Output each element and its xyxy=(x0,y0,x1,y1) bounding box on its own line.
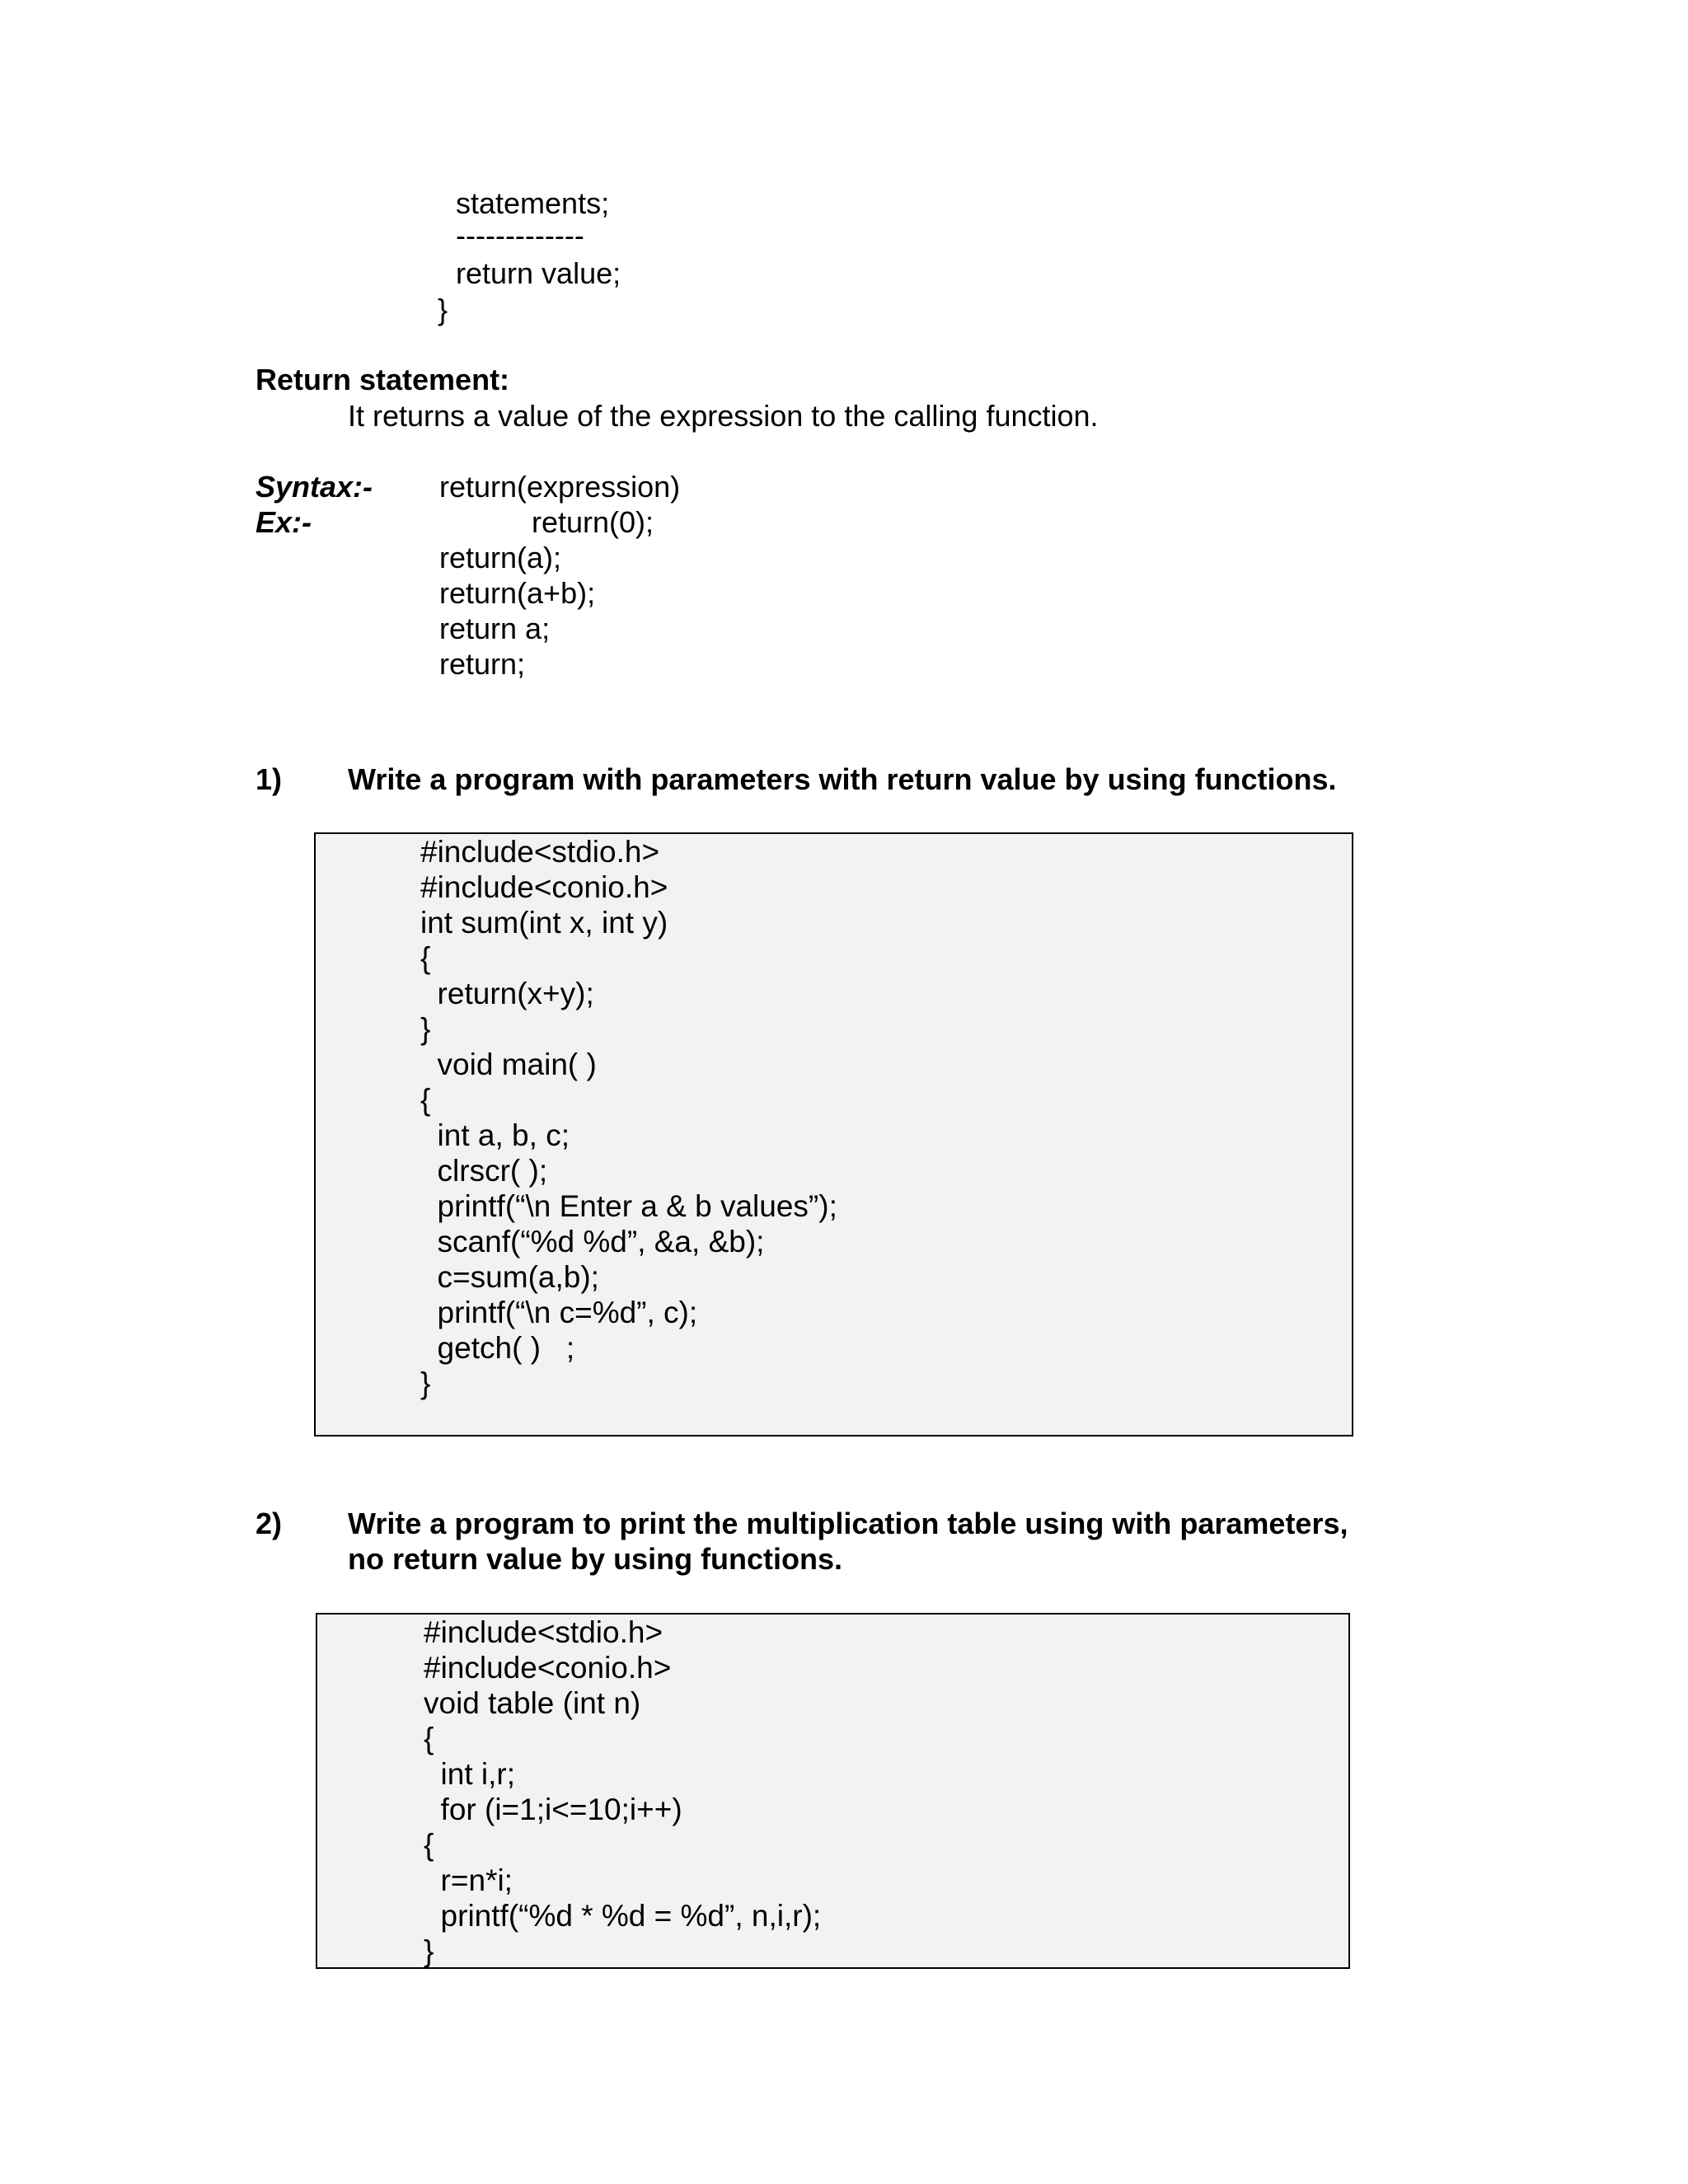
code-line: getch( ) ; xyxy=(420,1331,575,1365)
question-number: 1) xyxy=(256,762,283,796)
code-line: clrscr( ); xyxy=(420,1154,548,1188)
section-description: It returns a value of the expression to the calling function. xyxy=(348,399,1099,433)
syntax-value: return(expression) xyxy=(439,470,681,504)
code-line: { xyxy=(424,1722,434,1755)
example-line: return; xyxy=(439,647,526,681)
code-line: printf(“\n c=%d”, c); xyxy=(420,1296,698,1329)
code-line: for (i=1;i<=10;i++) xyxy=(424,1793,682,1826)
question-text: no return value by using functions. xyxy=(348,1542,843,1576)
section-heading: Return statement: xyxy=(256,363,510,396)
code-line: scanf(“%d %d”, &a, &b); xyxy=(420,1225,765,1258)
syntax-label: Syntax:- xyxy=(256,470,373,504)
example-line: return a; xyxy=(439,612,551,645)
code-line: statements; xyxy=(456,186,610,220)
code-line: } xyxy=(424,1934,434,1968)
code-line: int sum(int x, int y) xyxy=(420,906,668,940)
code-line: { xyxy=(420,1083,431,1117)
code-line: #include<conio.h> xyxy=(420,870,668,904)
code-line: return(x+y); xyxy=(420,977,594,1010)
code-line: int i,r; xyxy=(424,1757,516,1791)
example-line: return(0); xyxy=(532,505,654,539)
code-line: int a, b, c; xyxy=(420,1118,570,1152)
code-line: } xyxy=(438,293,448,326)
code-line: ------------- xyxy=(456,218,584,252)
code-box-2 xyxy=(316,1613,1350,1969)
code-line: { xyxy=(424,1828,434,1862)
example-line: return(a+b); xyxy=(439,576,596,610)
question-number: 2) xyxy=(256,1507,283,1540)
question-text: Write a program with parameters with return value by using functions. xyxy=(348,762,1337,796)
code-line: } xyxy=(420,1366,431,1400)
code-line: void main( ) xyxy=(420,1047,597,1081)
example-label: Ex:- xyxy=(256,505,312,539)
code-line: printf(“%d * %d = %d”, n,i,r); xyxy=(424,1899,822,1933)
code-line: { xyxy=(420,941,431,975)
code-line: c=sum(a,b); xyxy=(420,1260,599,1294)
question-text: Write a program to print the multiplication table using with parameters, xyxy=(348,1507,1348,1540)
code-line: printf(“\n Enter a & b values”); xyxy=(420,1189,837,1223)
code-line: } xyxy=(420,1012,431,1046)
example-line: return(a); xyxy=(439,541,562,574)
code-box-1 xyxy=(314,832,1353,1436)
code-line: #include<conio.h> xyxy=(424,1651,672,1685)
code-line: void table (int n) xyxy=(424,1686,641,1720)
code-line: #include<stdio.h> xyxy=(424,1615,663,1649)
code-line: r=n*i; xyxy=(424,1863,513,1897)
code-line: return value; xyxy=(456,256,621,290)
code-line: #include<stdio.h> xyxy=(420,835,660,869)
